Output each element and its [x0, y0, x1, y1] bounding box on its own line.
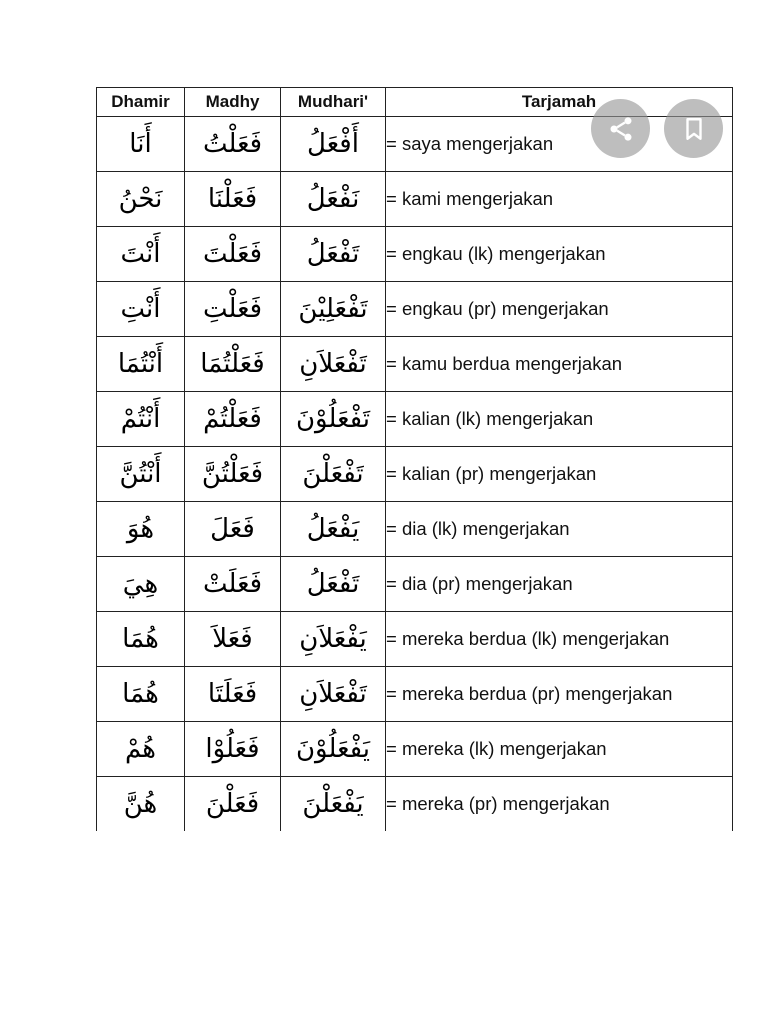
tarjamah-cell: = mereka berdua (pr) mengerjakan — [386, 667, 733, 722]
dhamir-cell: هُوَ — [97, 502, 185, 557]
table-row — [97, 722, 733, 777]
madhy-cell: فَعَلُوْا — [185, 722, 281, 777]
madhy-cell: فَعَلاَ — [185, 612, 281, 667]
header-dhamir: Dhamir — [97, 88, 185, 117]
table-row — [97, 667, 733, 722]
table-row — [97, 447, 733, 502]
dhamir-cell: هُنَّ — [97, 777, 185, 832]
header-tarjamah: Tarjamah — [386, 88, 733, 117]
dhamir-cell: نَحْنُ — [97, 172, 185, 227]
dhamir-cell: أَنْتُمْ — [97, 392, 185, 447]
madhy-cell: فَعَلَتَا — [185, 667, 281, 722]
mudhari-cell: تَفْعَلُ — [281, 557, 386, 612]
dhamir-cell: أَنَا — [97, 117, 185, 172]
madhy-cell: فَعَلْنَ — [185, 777, 281, 832]
madhy-cell: فَعَلْتُمْ — [185, 392, 281, 447]
mudhari-cell: تَفْعَلاَنِ — [281, 667, 386, 722]
tarjamah-cell: = mereka (pr) mengerjakan — [386, 777, 733, 832]
madhy-cell: فَعَلْتُ — [185, 117, 281, 172]
table-row — [97, 172, 733, 227]
tarjamah-cell: = mereka (lk) mengerjakan — [386, 722, 733, 777]
table-row — [97, 777, 733, 832]
tarjamah-cell: = dia (pr) mengerjakan — [386, 557, 733, 612]
dhamir-cell: هُمْ — [97, 722, 185, 777]
madhy-cell: فَعَلْتَ — [185, 227, 281, 282]
dhamir-cell: أَنْتِ — [97, 282, 185, 337]
mudhari-cell: تَفْعَلاَنِ — [281, 337, 386, 392]
tarjamah-cell: = saya mengerjakan — [386, 117, 733, 172]
tarjamah-cell: = engkau (lk) mengerjakan — [386, 227, 733, 282]
mudhari-cell: يَفْعَلُ — [281, 502, 386, 557]
mudhari-cell: تَفْعَلُوْنَ — [281, 392, 386, 447]
madhy-cell: فَعَلْتِ — [185, 282, 281, 337]
madhy-cell: فَعَلْتُمَا — [185, 337, 281, 392]
table-row — [97, 337, 733, 392]
tarjamah-cell: = kami mengerjakan — [386, 172, 733, 227]
mudhari-cell: أَفْعَلُ — [281, 117, 386, 172]
tarjamah-cell: = kalian (lk) mengerjakan — [386, 392, 733, 447]
mudhari-cell: يَفْعَلُوْنَ — [281, 722, 386, 777]
conjugation-table — [96, 87, 733, 831]
table-row — [97, 502, 733, 557]
table-row — [97, 612, 733, 667]
madhy-cell: فَعَلَتْ — [185, 557, 281, 612]
dhamir-cell: أَنْتَ — [97, 227, 185, 282]
mudhari-cell: يَفْعَلاَنِ — [281, 612, 386, 667]
table-row — [97, 282, 733, 337]
mudhari-cell: تَفْعَلِيْنَ — [281, 282, 386, 337]
header-madhy: Madhy — [185, 88, 281, 117]
conjugation-table-wrapper — [96, 87, 732, 831]
tarjamah-cell: = kalian (pr) mengerjakan — [386, 447, 733, 502]
madhy-cell: فَعَلْنَا — [185, 172, 281, 227]
dhamir-cell: أَنْتُنَّ — [97, 447, 185, 502]
dhamir-cell: هِيَ — [97, 557, 185, 612]
tarjamah-cell: = dia (lk) mengerjakan — [386, 502, 733, 557]
table-row — [97, 557, 733, 612]
dhamir-cell: هُمَا — [97, 612, 185, 667]
tarjamah-cell: = engkau (pr) mengerjakan — [386, 282, 733, 337]
tarjamah-cell: = kamu berdua mengerjakan — [386, 337, 733, 392]
mudhari-cell: تَفْعَلْنَ — [281, 447, 386, 502]
table-row — [97, 392, 733, 447]
share-button[interactable] — [591, 99, 650, 158]
tarjamah-cell: = mereka berdua (lk) mengerjakan — [386, 612, 733, 667]
table-row — [97, 227, 733, 282]
mudhari-cell: نَفْعَلُ — [281, 172, 386, 227]
share-icon — [607, 115, 635, 143]
dhamir-cell: هُمَا — [97, 667, 185, 722]
header-mudhari: Mudhari' — [281, 88, 386, 117]
bookmark-icon — [681, 115, 707, 143]
madhy-cell: فَعَلَ — [185, 502, 281, 557]
dhamir-cell: أَنْتُمَا — [97, 337, 185, 392]
mudhari-cell: تَفْعَلُ — [281, 227, 386, 282]
madhy-cell: فَعَلْتُنَّ — [185, 447, 281, 502]
mudhari-cell: يَفْعَلْنَ — [281, 777, 386, 832]
bookmark-button[interactable] — [664, 99, 723, 158]
